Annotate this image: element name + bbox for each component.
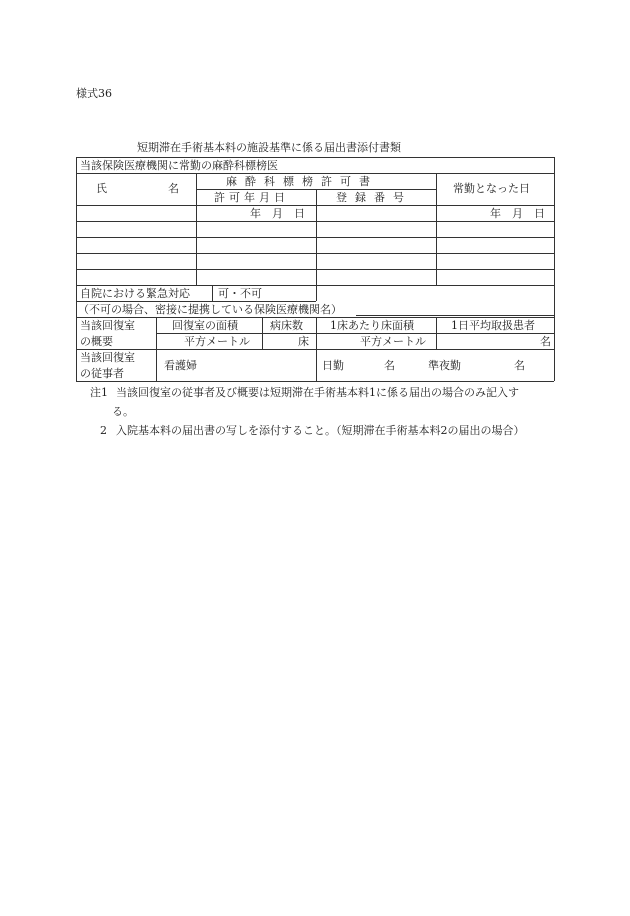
note-1-line-2: る。	[112, 405, 134, 418]
note-1-number: 注1	[90, 386, 108, 399]
fulltime-date-header: 常勤となった日	[453, 182, 530, 195]
day-shift-label: 日勤	[322, 359, 344, 372]
room-area-label: 回復室の面積	[172, 319, 238, 332]
night-shift-label: 準夜勤	[428, 359, 461, 372]
area-per-bed-unit: 平方メートル	[360, 335, 426, 348]
page-title: 短期滞在手術基本料の施設基準に係る届出書添付書類	[137, 141, 401, 154]
area-per-bed-label: 1床あたり床面積	[330, 319, 414, 332]
note-2-number: 2	[100, 424, 107, 437]
bed-unit: 床	[298, 335, 309, 348]
day-shift-unit: 名	[384, 359, 395, 372]
avg-patients-unit: 名	[540, 335, 551, 348]
staff-label-1: 当該回復室	[80, 351, 135, 364]
recovery-room-label-2: の概要	[80, 335, 113, 348]
bed-count-label: 病床数	[270, 319, 303, 332]
avg-patients-label: 1日平均取扱患者	[451, 319, 535, 332]
fulltime-date-value: 年 月 日	[490, 207, 545, 220]
nurse-label: 看護婦	[164, 359, 197, 372]
note-1-line-1: 当該回復室の従事者及び概要は短期滞在手術基本料1に係る届出の場合のみ記入す	[116, 386, 519, 399]
license-group-header: 麻酔科標榜許可書	[226, 175, 378, 188]
emergency-label: 自院における緊急対応	[80, 287, 190, 300]
license-date-header: 許可年月日	[214, 191, 289, 204]
recovery-room-label-1: 当該回復室	[80, 319, 135, 332]
note-2-line-1: 入院基本料の届出書の写しを添付すること。（短期滞在手術基本料2の届出の場合）	[116, 424, 525, 437]
registration-no-header: 登録番号	[336, 191, 412, 204]
staff-label-2: の従事者	[80, 367, 124, 380]
night-shift-unit: 名	[514, 359, 525, 372]
room-area-unit: 平方メートル	[184, 335, 250, 348]
partner-label: （不可の場合、密接に提携している保険医療機関名）	[78, 303, 342, 316]
emergency-value: 可・不可	[218, 287, 262, 300]
license-date-value: 年 月 日	[250, 207, 305, 220]
name-header-2: 名	[168, 182, 179, 195]
form-number: 様式36	[76, 87, 112, 100]
name-header-1: 氏	[96, 182, 107, 195]
section-header: 当該保険医療機関に常勤の麻酔科標榜医	[80, 159, 278, 172]
